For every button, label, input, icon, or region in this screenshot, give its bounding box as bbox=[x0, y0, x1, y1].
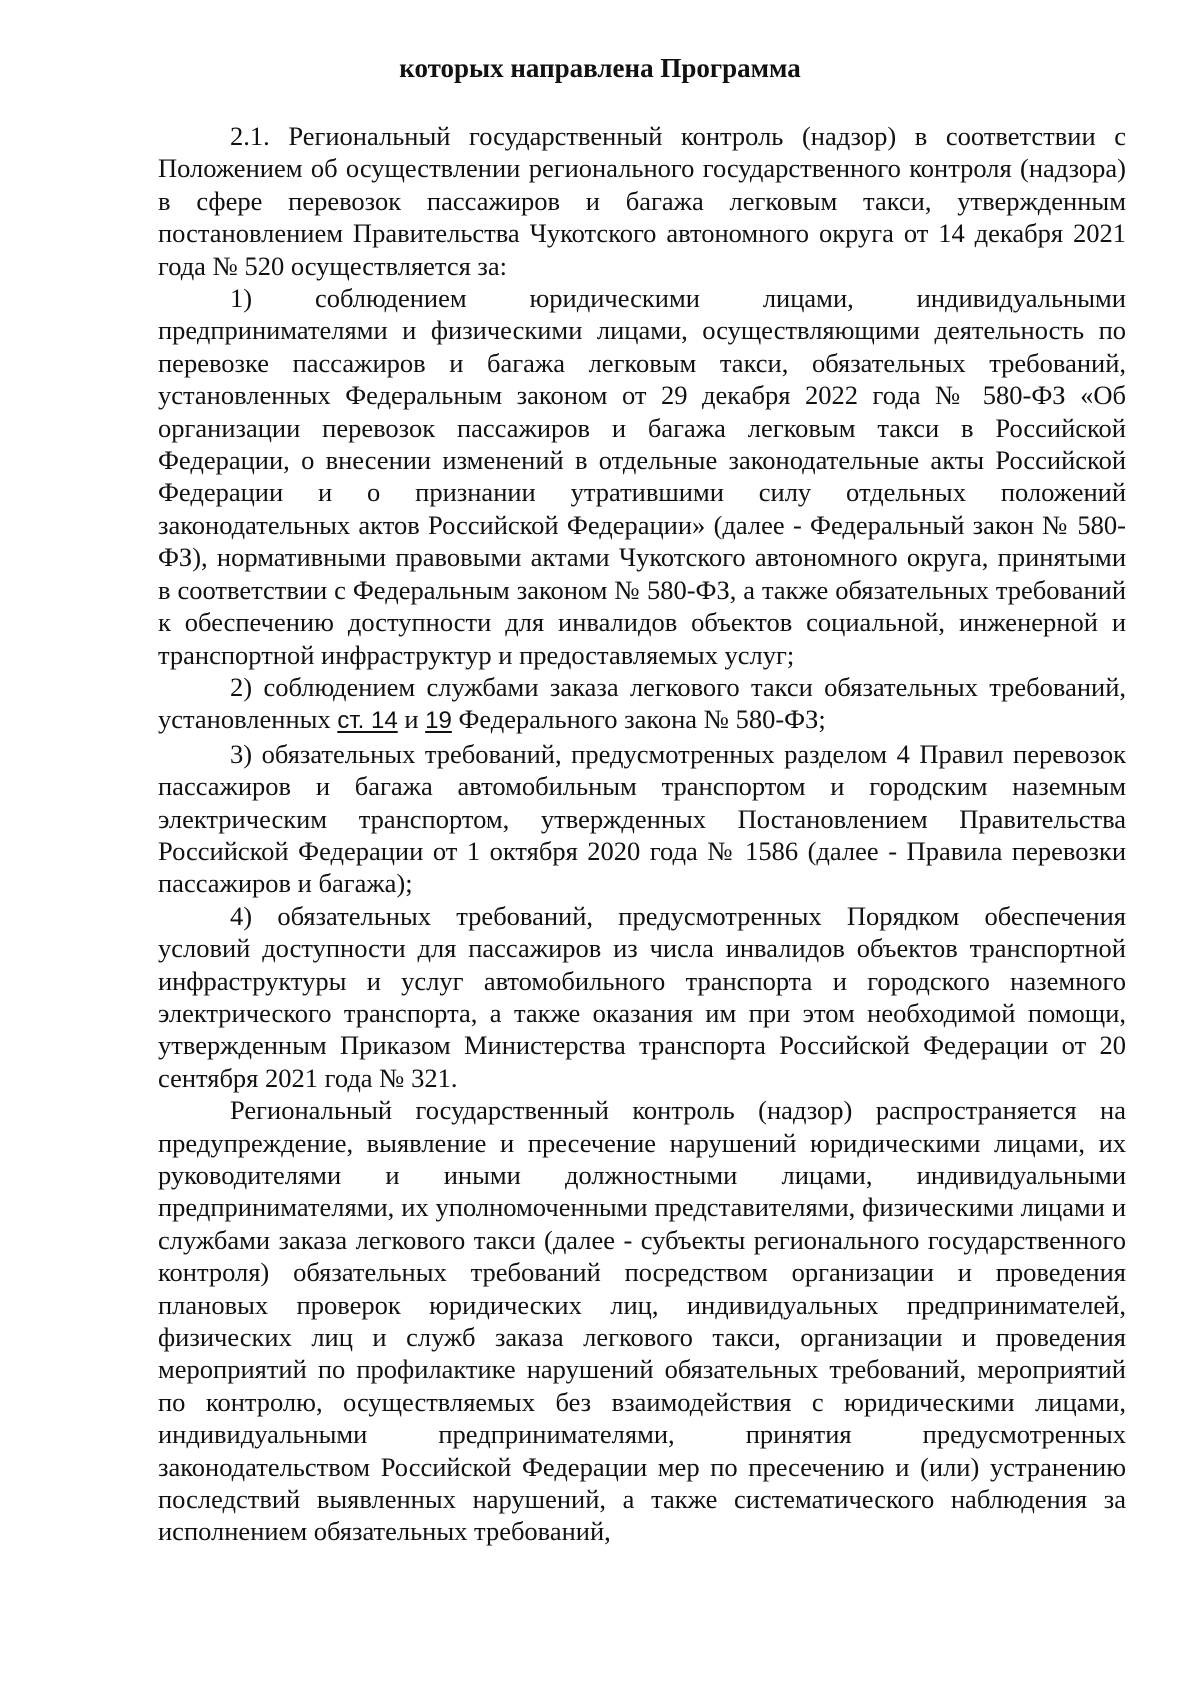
list-item-2-text-before: 2) соблюдением службами заказа легкового такси обязательных требований, установленных bbox=[158, 671, 1126, 735]
list-item-1: 1) соблюдением юридическими лицами, индивидуальными предпринимателями и физическими лицами, осуществляющими деятельность по перевозке пассажиров и багажа легковым такси, обязательных требований, установленных Федеральным законом от 29 декабря 2022 года № 580-ФЗ «Об организации перевозок пассажиров и багажа легковым такси в Российской Федерации, о внесении изменений в отдельные законодательные акты Российской Федерации и о признании утратившими силу отдельных положений законодательных актов Российской Федерации» (далее - Федеральный закон № 580-ФЗ), нормативными правовыми актами Чукотского автономного округа, принятыми в соответствии с Федеральным законом № 580-ФЗ, а также обязательных требований к обеспечению доступности для инвалидов объектов социальной, инженерной и транспортной инфраструктур и предоставляемых услуг; bbox=[158, 283, 1126, 670]
law-article-14-link[interactable]: ст. 14 bbox=[337, 707, 398, 735]
list-item-2 bbox=[158, 671, 1126, 738]
list-item-3: 3) обязательных требований, предусмотренных разделом 4 Правил перевозок пассажиров и багажа автомобильным транспортом и городским наземным электрическим транспортом, утвержденных Постановлением Правительства Российской Федерации от 1 октября 2020 года № 1586 (далее - Правила перевозки пассажиров и багажа); bbox=[158, 738, 1126, 899]
law-article-19-link[interactable]: 19 bbox=[425, 707, 452, 735]
paragraph-2-1: 2.1. Региональный государственный контроль (надзор) в соответствии с Положением об осуществлении регионального государственного контроля (надзора) в сфере перевозок пассажиров и багажа легковым такси, утвержденным постановлением Правительства Чукотского автономного округа от 14 декабря 2021 года № 520 осуществляется за: bbox=[158, 121, 1126, 281]
paragraph-scope: Региональный государственный контроль (надзор) распространяется на предупреждение, выявление и пресечение нарушений юридическими лицами, их руководителями и иными должностными лицами, индивидуальными предпринимателями, их уполномоченными представителями, физическими лицами и службами заказа легкового такси (далее - субъекты регионального государственного контроля) обязательных требований посредством организации и проведения плановых проверок юридических лиц, индивидуальных предпринимателей, физических лиц и служб заказа легкового такси, организации и проведения мероприятий по профилактике нарушений обязательных требований, мероприятий по контролю, осуществляемых без взаимодействия с юридическими лицами, индивидуальными предпринимателями, принятия предусмотренных законодательством Российской Федерации мер по пресечению и (или) устранению последствий выявленных нарушений, а также систематического наблюдения за исполнением обязательных требований, bbox=[158, 1095, 1126, 1547]
list-item-4: 4) обязательных требований, предусмотренных Порядком обеспечения условий доступности для пассажиров из числа инвалидов объектов транспортной инфраструктуры и услуг автомобильного транспорта и городского наземного электрического транспорта, а также оказания им при этом необходимой помощи, утвержденным Приказом Министерства транспорта Российской Федерации от 20 сентября 2021 года № 321. bbox=[158, 900, 1126, 1093]
list-item-2-text-after: Федерального закона № 580-ФЗ; bbox=[451, 704, 826, 735]
section-heading: которых направлена Программа bbox=[399, 53, 801, 83]
document-body bbox=[158, 120, 1126, 1548]
list-item-2-conjunction: и bbox=[397, 704, 426, 735]
